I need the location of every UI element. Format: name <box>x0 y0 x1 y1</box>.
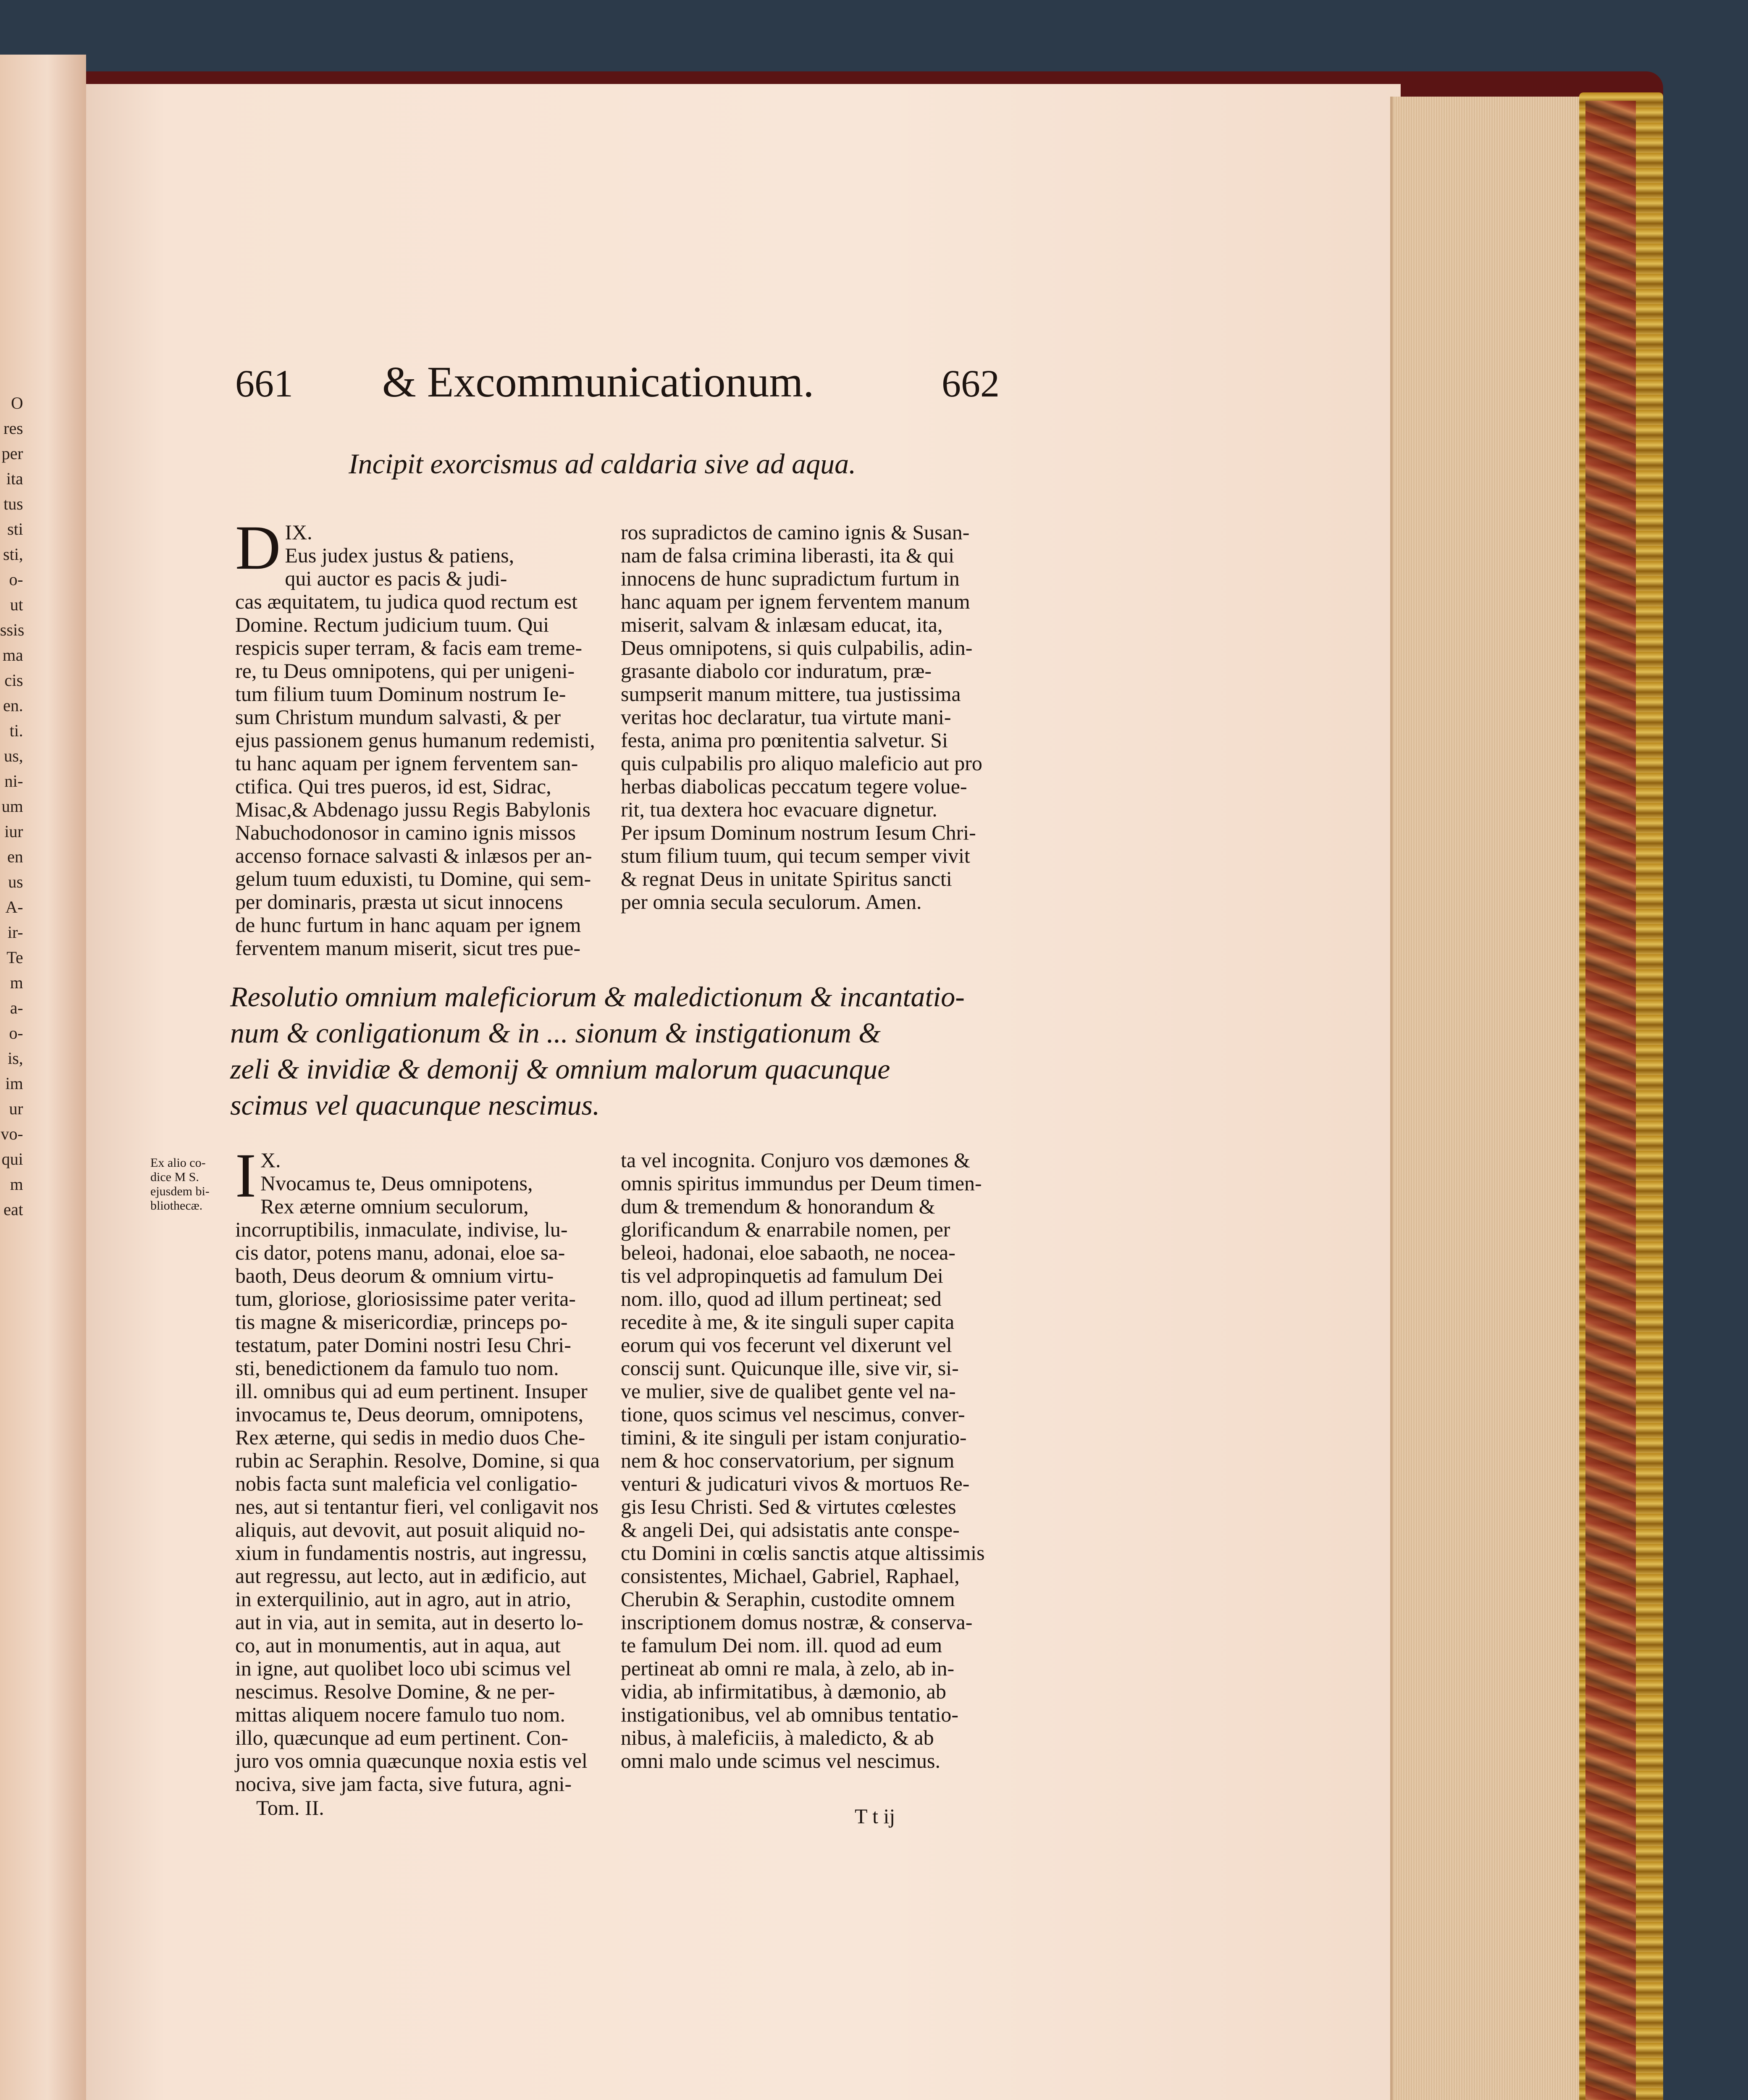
heading-line: num & conligationum & in ... sionum & instigationum & <box>230 1017 881 1049</box>
left-page-fragment: ir- <box>8 923 23 942</box>
text-line: ve mulier, sive de qualibet gente vel na- <box>621 1379 956 1403</box>
text-line: mittas aliquem nocere famulo tuo nom. <box>235 1703 565 1726</box>
left-page-fragment: ni- <box>4 772 23 790</box>
text-line: sumpserit manum mittere, tua justissima <box>621 682 961 706</box>
text-line: gelum tuum eduxisti, tu Domine, qui sem- <box>235 867 591 890</box>
left-page-fragment: us, <box>4 746 23 765</box>
left-page-fragment: um <box>1 797 23 816</box>
margin-note-line: dice M S. <box>150 1170 199 1184</box>
text-line: grasante diabolo cor induratum, præ- <box>621 659 932 682</box>
section-x-column-left <box>235 1141 600 1796</box>
text-line: tum filium tuum Dominum nostrum Ie- <box>235 682 566 706</box>
section-ix-column-right <box>621 521 990 914</box>
footer-signature: T t ij <box>855 1804 895 1828</box>
text-line: de hunc furtum in hanc aquam per ignem <box>235 913 581 937</box>
section-x-column-right <box>621 1149 990 1772</box>
left-page-fragment: ssis <box>0 620 24 639</box>
text-line: omni malo unde scimus vel nescimus. <box>621 1749 941 1772</box>
footer-volume: Tom. II. <box>256 1796 324 1819</box>
text-line: sti, benedictionem da famulo tuo nom. <box>235 1356 559 1380</box>
text-line: Eus judex justus & patiens, <box>285 543 514 567</box>
margin-note-line: bliothecæ. <box>150 1199 203 1213</box>
text-line: per omnia secula seculorum. Amen. <box>621 890 922 914</box>
text-line: nibus, à maleficiis, à maledicto, & ab <box>621 1726 934 1749</box>
text-line: Domine. Rectum judicium tuum. Qui <box>235 613 549 636</box>
text-line: vidia, ab infirmitatibus, à dæmonio, ab <box>621 1680 946 1703</box>
text-line: stum filium tuum, qui tecum semper vivit <box>621 844 970 867</box>
page-number-right: 662 <box>942 362 1000 405</box>
section-ix-col1-lines <box>235 544 598 960</box>
text-line: consistentes, Michael, Gabriel, Raphael, <box>621 1564 960 1588</box>
text-line: rubin ac Seraphin. Resolve, Domine, si qua <box>235 1449 600 1472</box>
heading-line: Resolutio omnium maleficiorum & maledictionum & incantatio- <box>230 981 965 1013</box>
margin-note <box>150 1156 234 1213</box>
left-page-fragment: im <box>5 1074 23 1093</box>
text-line: & regnat Deus in unitate Spiritus sancti <box>621 867 952 890</box>
left-page-fragment: o- <box>9 570 23 589</box>
text-line: ta vel incognita. Conjuro vos dæmones & <box>621 1148 970 1172</box>
left-page-fragment: en <box>7 847 23 866</box>
dropcap-d: D <box>235 513 281 583</box>
text-line: ill. omnibus qui ad eum pertinent. Insuper <box>235 1379 588 1403</box>
text-line: aliquis, aut devovit, aut posuit aliquid no- <box>235 1518 585 1541</box>
margin-note-line: Ex alio co- <box>150 1156 206 1170</box>
left-page-fragment: m <box>10 973 23 992</box>
text-line: te famulum Dei nom. ill. quod ad eum <box>621 1633 942 1657</box>
left-page-text-fragments <box>0 391 86 1222</box>
left-page-fragment: ut <box>10 595 23 614</box>
left-page-fragment: us <box>8 872 23 891</box>
text-line: nem & hoc conservatorium, per signum <box>621 1449 955 1472</box>
left-page-fragment: ti. <box>9 721 23 740</box>
section-x-col1-lines <box>235 1172 598 1796</box>
text-line: Rex æterne, qui sedis in medio duos Che- <box>235 1425 585 1449</box>
left-page-fragment: m <box>10 1175 23 1194</box>
text-line: Misac,& Abdenago jussu Regis Babylonis <box>235 798 591 821</box>
text-line: glorificandum & enarrabile nomen, per <box>621 1218 950 1241</box>
section-ix-column-left <box>235 513 598 960</box>
left-page-fragment: o- <box>9 1024 23 1042</box>
text-line: tis magne & misericordiæ, princeps po- <box>235 1310 568 1334</box>
text-line: in exterquilinio, aut in agro, aut in atrio, <box>235 1587 571 1611</box>
text-line: ejus passionem genus humanum redemisti, <box>235 728 595 752</box>
left-page-fragment: tus <box>3 494 23 513</box>
text-line: respicis super terram, & facis eam treme- <box>235 636 583 659</box>
left-page-fragment: is, <box>8 1049 23 1068</box>
text-line: herbas diabolicas peccatum tegere volue- <box>621 774 967 798</box>
text-line: pertineat ab omni re mala, à zelo, ab in- <box>621 1656 955 1680</box>
heading-line: scimus vel quacunque nescimus. <box>230 1089 600 1121</box>
section-number-x: X. <box>260 1148 281 1172</box>
margin-note-line: ejusdem bi- <box>150 1184 210 1198</box>
text-line: hanc aquam per ignem ferventem manum <box>621 590 970 613</box>
left-page-fragment: Te <box>6 948 23 967</box>
text-line: gis Iesu Christi. Sed & virtutes cœlestes <box>621 1495 956 1518</box>
text-line: accenso fornace salvasti & inlæsos per an- <box>235 844 592 867</box>
left-page-fragment: ita <box>6 469 23 488</box>
text-line: nociva, sive jam facta, sive futura, agni- <box>235 1772 572 1796</box>
text-line: in igne, aut quolibet loco ubi scimus vel <box>235 1656 571 1680</box>
text-line: nes, aut si tentantur fieri, vel conligavit nos <box>235 1495 599 1518</box>
text-line: venturi & judicaturi vivos & mortuos Re- <box>621 1472 970 1495</box>
text-line: omnis spiritus immundus per Deum timen- <box>621 1171 982 1195</box>
text-line: Per ipsum Dominum nostrum Iesum Chri- <box>621 821 976 844</box>
text-line: innocens de hunc supradictum furtum in <box>621 567 960 590</box>
text-line: & angeli Dei, qui adsistatis ante conspe- <box>621 1518 960 1541</box>
left-page-fragment: sti, <box>3 545 23 564</box>
text-line: per dominaris, præsta ut sicut innocens <box>235 890 563 914</box>
text-line: miserit, salvam & inlæsam educat, ita, <box>621 613 943 636</box>
left-page <box>0 55 86 2100</box>
running-title: & Excommunicationum. <box>382 358 814 406</box>
text-line: tione, quos scimus vel nescimus, conver- <box>621 1402 965 1426</box>
text-line: nom. illo, quod ad illum pertineat; sed <box>621 1287 942 1310</box>
section-number-ix: IX. <box>285 520 312 544</box>
text-line: Rex æterne omnium seculorum, <box>260 1194 529 1218</box>
text-line: eorum qui vos fecerunt vel dixerunt vel <box>621 1333 952 1357</box>
left-page-fragment: qui <box>1 1150 23 1168</box>
text-line: sum Christum mundum salvasti, & per <box>235 705 561 729</box>
text-line: tu hanc aquam per ignem ferventem san- <box>235 751 578 775</box>
text-line: nobis facta sunt maleficia vel conligatio- <box>235 1472 577 1495</box>
text-line: quis culpabilis pro aliquo maleficio aut pro <box>621 751 982 775</box>
page-fore-edge <box>1390 97 1590 2100</box>
text-line: Cherubin & Seraphin, custodite omnem <box>621 1587 955 1611</box>
text-line: aut in via, aut in semita, aut in deserto lo- <box>235 1610 583 1634</box>
text-line: tum, gloriose, gloriosissime pater verita- <box>235 1287 576 1310</box>
text-line: ctifica. Qui tres pueros, id est, Sidrac, <box>235 774 551 798</box>
left-page-fragment: ur <box>9 1099 23 1118</box>
text-line: re, tu Deus omnipotens, qui per unigeni- <box>235 659 575 682</box>
text-line: instigationibus, vel ab omnibus tentatio- <box>621 1703 959 1726</box>
text-line: conscij sunt. Quicunque ille, sive vir, si- <box>621 1356 959 1380</box>
left-page-fragment: en. <box>3 696 23 715</box>
text-line: xium in fundamentis nostris, aut ingressu, <box>235 1541 587 1564</box>
text-line: Deus omnipotens, si quis culpabilis, adin- <box>621 636 973 659</box>
text-line: cis dator, potens manu, adonai, eloe sa- <box>235 1241 565 1264</box>
text-line: testatum, pater Domini nostri Iesu Chri- <box>235 1333 571 1357</box>
text-line: nam de falsa crimina liberasti, ita & qui <box>621 543 955 567</box>
page-number-left: 661 <box>235 362 293 405</box>
text-line: cas æquitatem, tu judica quod rectum est <box>235 590 578 613</box>
text-line: festa, anima pro pœnitentia salvetur. Si <box>621 728 948 752</box>
text-line: rit, tua dextera hoc evacuare dignetur. <box>621 798 937 821</box>
text-line: Nvocamus te, Deus omnipotens, <box>260 1171 533 1195</box>
left-page-fragment: a- <box>10 998 23 1017</box>
left-page-fragment: ma <box>3 646 23 664</box>
text-line: illo, quæcunque ad eum pertinent. Con- <box>235 1726 568 1749</box>
text-line: baoth, Deus deorum & omnium virtu- <box>235 1264 554 1287</box>
text-line: Nabuchodonosor in camino ignis missos <box>235 821 576 844</box>
text-line: co, aut in monumentis, aut in aqua, aut <box>235 1633 561 1657</box>
left-page-fragment: sti <box>7 520 23 538</box>
left-page-fragment: res <box>3 419 23 438</box>
text-line: nescimus. Resolve Domine, & ne per- <box>235 1680 555 1703</box>
text-line: beleoi, hadonai, eloe sabaoth, ne nocea- <box>621 1241 955 1264</box>
dropcap-i: I <box>235 1141 256 1210</box>
left-page-fragment: per <box>1 444 23 463</box>
text-line: dum & tremendum & honorandum & <box>621 1194 935 1218</box>
text-line: qui auctor es pacis & judi- <box>285 567 507 590</box>
left-page-fragment: O <box>11 394 23 412</box>
section-heading-x <box>230 979 995 1123</box>
text-line: aut regressu, aut lecto, aut in ædificio, aut <box>235 1564 586 1588</box>
marbled-edge <box>1585 101 1636 2100</box>
left-page-fragment: iur <box>4 822 23 841</box>
text-line: ferventem manum miserit, sicut tres pue- <box>235 936 580 960</box>
heading-line: zeli & invidiæ & demonij & omnium malorum quacunque <box>230 1053 890 1085</box>
text-line: ctu Domini in cœlis sanctis atque altissimis <box>621 1541 985 1564</box>
text-line: tis vel adpropinquetis ad famulum Dei <box>621 1264 943 1287</box>
left-page-fragment: cis <box>4 671 23 690</box>
left-page-fragment: vo- <box>0 1124 23 1143</box>
left-page-fragment: eat <box>3 1200 23 1219</box>
text-line: juro vos omnia quæcunque noxia estis vel <box>235 1749 588 1772</box>
section-heading-ix: Incipit exorcismus ad caldaria sive ad aqua. <box>349 448 856 480</box>
text-line: invocamus te, Deus deorum, omnipotens, <box>235 1402 584 1426</box>
text-line: recedite à me, & ite singuli super capita <box>621 1310 955 1334</box>
text-line: veritas hoc declaratur, tua virtute mani- <box>621 705 951 729</box>
text-line: incorruptibilis, inmaculate, indivise, lu- <box>235 1218 568 1241</box>
text-line: ros supradictos de camino ignis & Susan- <box>621 520 970 544</box>
left-page-fragment: A- <box>5 898 23 916</box>
text-line: timini, & ite singuli per istam conjuratio- <box>621 1425 967 1449</box>
running-head <box>235 357 1000 416</box>
text-line: inscriptionem domus nostræ, & conserva- <box>621 1610 973 1634</box>
